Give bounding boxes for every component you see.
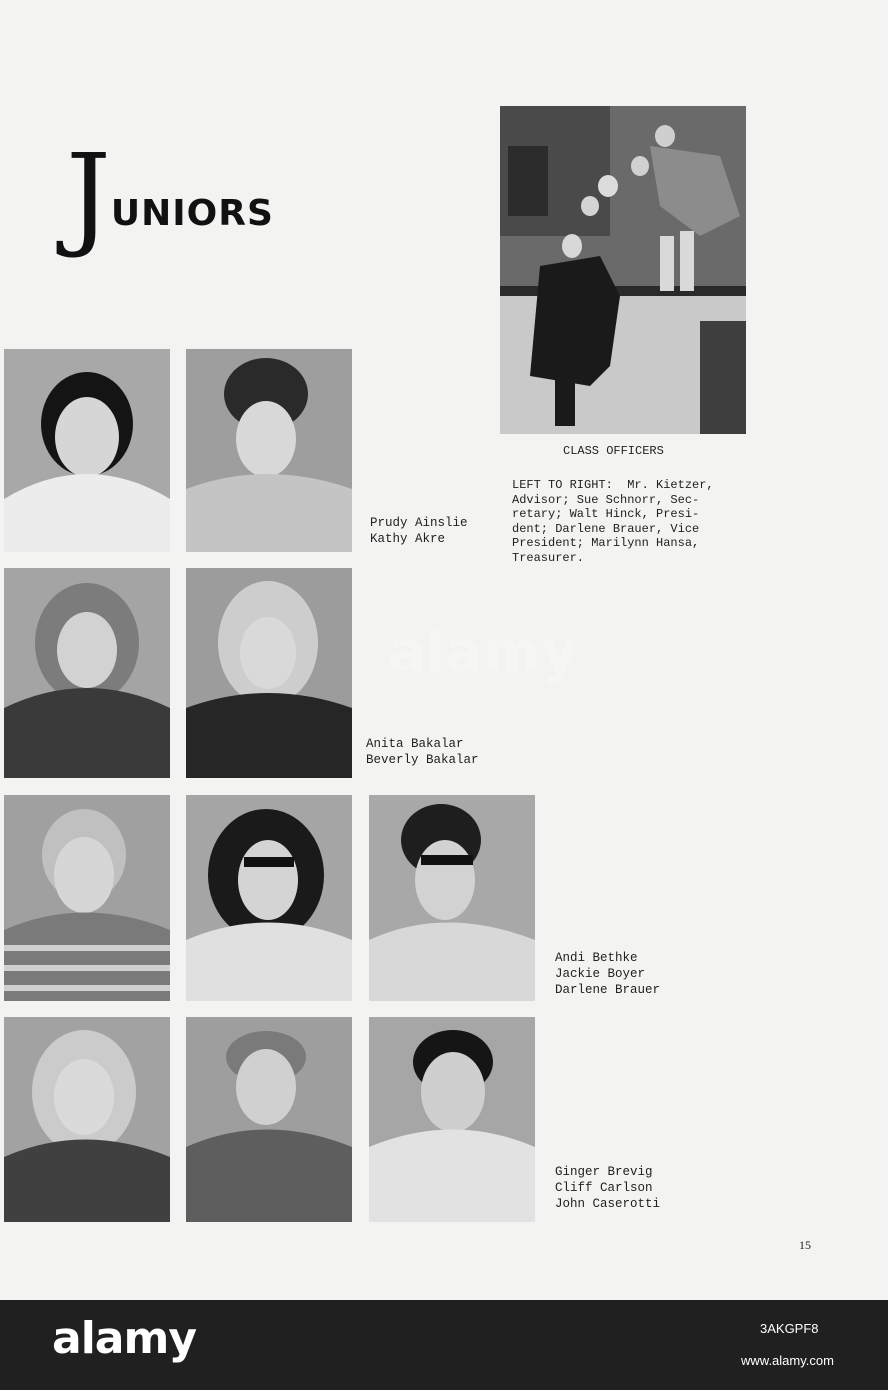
student-name: John Caserotti xyxy=(555,1197,661,1211)
student-portrait xyxy=(186,349,352,552)
student-portrait xyxy=(186,1017,352,1222)
student-portrait xyxy=(4,568,170,778)
student-portrait xyxy=(186,568,352,778)
stock-image-id: 3AKGPF8 xyxy=(760,1321,819,1336)
student-portrait xyxy=(4,349,170,552)
officers-description xyxy=(512,478,762,565)
student-name: Prudy Ainslie xyxy=(370,516,468,530)
officers-line: President; Marilynn Hansa, xyxy=(512,536,700,550)
officers-line: dent; Darlene Brauer, Vice xyxy=(512,521,700,536)
student-portrait xyxy=(4,795,170,1001)
student-name: Andi Bethke xyxy=(555,951,638,965)
officers-line: Advisor; Sue Schnorr, Sec- xyxy=(512,492,700,507)
student-portrait xyxy=(369,795,535,1001)
watermark: alamy xyxy=(388,620,578,685)
student-name: Anita Bakalar xyxy=(366,737,464,751)
officers-line: LEFT TO RIGHT: Mr. Kietzer, xyxy=(512,478,714,492)
student-portrait xyxy=(4,1017,170,1222)
row-names xyxy=(366,736,479,768)
row-names xyxy=(555,1164,660,1212)
title-initial: J xyxy=(66,131,111,261)
student-name: Kathy Akre xyxy=(370,532,446,546)
class-officers-photo xyxy=(500,106,746,434)
officers-line: Treasurer. xyxy=(512,550,585,565)
row-names xyxy=(370,515,468,547)
stock-url: www.alamy.com xyxy=(741,1353,834,1368)
student-name: Jackie Boyer xyxy=(555,967,646,981)
student-name: Ginger Brevig xyxy=(555,1165,653,1179)
student-portrait xyxy=(186,795,352,1001)
page-title xyxy=(66,131,274,261)
officers-line: retary; Walt Hinck, Presi- xyxy=(512,507,700,521)
student-name: Cliff Carlson xyxy=(555,1181,653,1195)
page-number: 15 xyxy=(799,1238,811,1252)
alamy-logo: alamy xyxy=(52,1313,196,1364)
student-portrait xyxy=(369,1017,535,1222)
student-name: Beverly Bakalar xyxy=(366,753,479,767)
row-names xyxy=(555,950,660,998)
title-rest: UNIORS xyxy=(110,193,274,234)
officers-caption: CLASS OFFICERS xyxy=(563,444,664,458)
student-name: Darlene Brauer xyxy=(555,983,661,997)
